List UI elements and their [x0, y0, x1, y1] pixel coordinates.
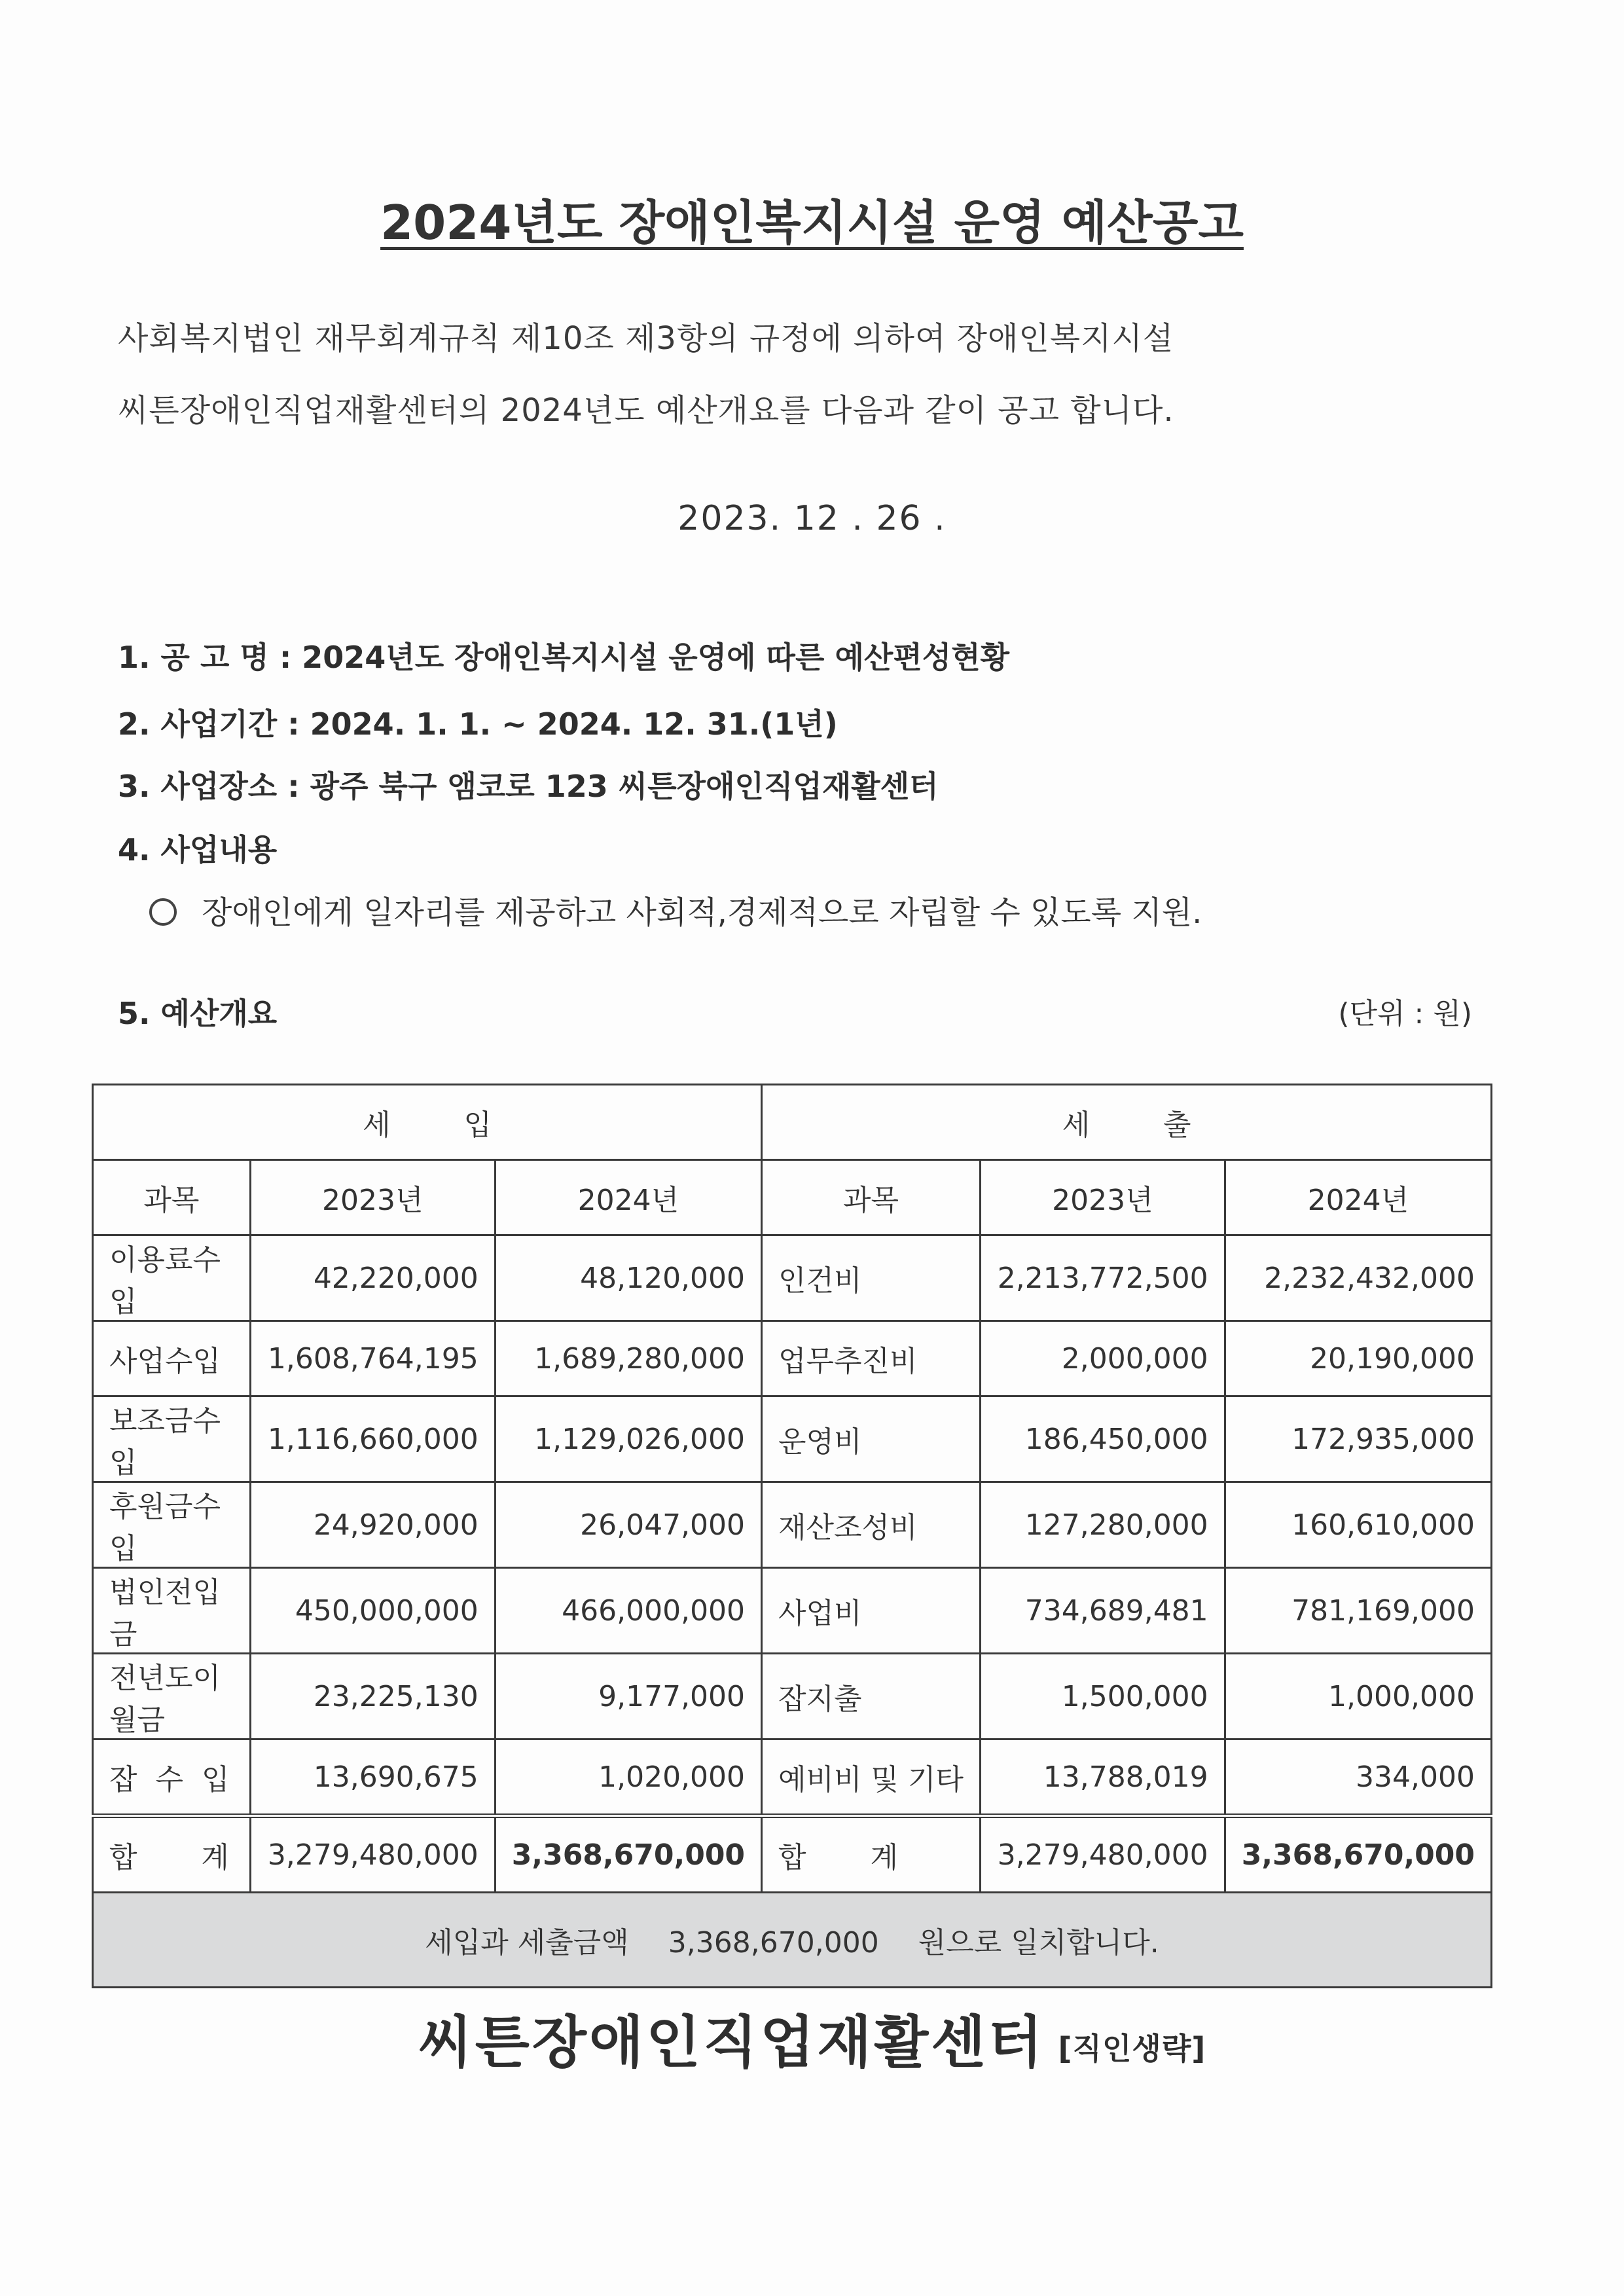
income-subject: 후원금수입	[93, 1482, 251, 1568]
expense-2023-header: 2023년	[981, 1160, 1225, 1235]
expense-subject: 사업비	[762, 1568, 981, 1654]
income-total-2024: 3,368,670,000	[495, 1816, 761, 1893]
expense-2024: 160,610,000	[1225, 1482, 1491, 1568]
expense-2024: 20,190,000	[1225, 1321, 1491, 1396]
seal-omitted-note: [직인생략]	[1058, 2031, 1206, 2066]
income-total-label: 합 계	[93, 1816, 251, 1893]
income-subject: 잡 수 입	[93, 1740, 251, 1816]
budget-table	[92, 1084, 1492, 1988]
expense-2023: 2,213,772,500	[981, 1235, 1225, 1321]
income-2024: 1,689,280,000	[495, 1321, 761, 1396]
income-subject-header: 과목	[93, 1160, 251, 1235]
intro-line-1: 사회복지법인 재무회계규칙 제10조 제3항의 규정에 의하여 장애인복지시설	[118, 320, 1174, 357]
table-header-row	[93, 1085, 1492, 1160]
income-2024: 1,129,026,000	[495, 1396, 761, 1482]
item-period: 2. 사업기간 : 2024. 1. 1. ~ 2024. 12. 31.(1년)	[118, 706, 838, 742]
expense-2024: 2,232,432,000	[1225, 1235, 1491, 1321]
unit-label: (단위 : 원)	[1338, 997, 1472, 1030]
income-2023-header: 2023년	[250, 1160, 495, 1235]
item-location: 3. 사업장소 : 광주 북구 앰코로 123 씨튼장애인직업재활센터	[118, 769, 939, 804]
income-2023: 23,225,130	[250, 1654, 495, 1740]
circle-bullet-icon	[149, 898, 177, 926]
expense-total-label: 합 계	[762, 1816, 981, 1893]
expense-2024-header: 2024년	[1225, 1160, 1491, 1235]
expense-2024: 172,935,000	[1225, 1396, 1491, 1482]
organization-name: 씨튼장애인직업재활센터	[418, 2010, 1045, 2075]
table-row	[93, 1235, 1492, 1321]
summary-amount: 3,368,670,000	[668, 1926, 879, 1959]
expense-2024: 334,000	[1225, 1740, 1491, 1816]
expense-subject: 운영비	[762, 1396, 981, 1482]
income-subject: 이용료수입	[93, 1235, 251, 1321]
table-summary-row	[93, 1893, 1492, 1988]
income-2024: 48,120,000	[495, 1235, 761, 1321]
expense-subject: 인건비	[762, 1235, 981, 1321]
expense-subject: 업무추진비	[762, 1321, 981, 1396]
table-row	[93, 1396, 1492, 1482]
expense-2024: 781,169,000	[1225, 1568, 1491, 1654]
table-total-row	[93, 1816, 1492, 1893]
income-subject: 전년도이월금	[93, 1654, 251, 1740]
content-bullet-text: 장애인에게 일자리를 제공하고 사회적,경제적으로 자립할 수 있도록 지원.	[202, 894, 1202, 931]
income-header: 세 입	[93, 1085, 762, 1160]
summary-suffix: 원으로 일치합니다.	[918, 1926, 1159, 1959]
income-2024: 466,000,000	[495, 1568, 761, 1654]
income-subject: 법인전입금	[93, 1568, 251, 1654]
table-row	[93, 1568, 1492, 1654]
expense-subject-header: 과목	[762, 1160, 981, 1235]
expense-total-2024: 3,368,670,000	[1225, 1816, 1491, 1893]
income-2023: 42,220,000	[250, 1235, 495, 1321]
item-notice-name: 1. 공 고 명 : 2024년도 장애인복지시설 운영에 따른 예산편성현황	[118, 640, 1010, 675]
income-2024-header: 2024년	[495, 1160, 761, 1235]
table-subheader-row	[93, 1160, 1492, 1235]
issuer-footer	[0, 1997, 1624, 2078]
income-2023: 24,920,000	[250, 1482, 495, 1568]
expense-header: 세 출	[762, 1085, 1492, 1160]
income-2024: 26,047,000	[495, 1482, 761, 1568]
income-subject: 사업수입	[93, 1321, 251, 1396]
income-2023: 1,608,764,195	[250, 1321, 495, 1396]
income-2023: 1,116,660,000	[250, 1396, 495, 1482]
expense-2023: 13,788,019	[981, 1740, 1225, 1816]
summary-prefix: 세입과 세출금액	[425, 1926, 629, 1959]
income-2024: 1,020,000	[495, 1740, 761, 1816]
notice-date: 2023. 12 . 26 .	[677, 499, 947, 538]
expense-2023: 1,500,000	[981, 1654, 1225, 1740]
expense-subject: 재산조성비	[762, 1482, 981, 1568]
expense-total-2023: 3,279,480,000	[981, 1816, 1225, 1893]
content-bullet	[149, 887, 1202, 932]
income-2023: 13,690,675	[250, 1740, 495, 1816]
item-content: 4. 사업내용	[118, 832, 278, 867]
expense-subject: 잡지출	[762, 1654, 981, 1740]
intro-line-2: 씨튼장애인직업재활센터의 2024년도 예산개요를 다음과 같이 공고 합니다.	[118, 392, 1174, 429]
table-row	[93, 1321, 1492, 1396]
title-text: 2024년도 장애인복지시설 운영 예산공고	[380, 195, 1244, 250]
expense-2023: 734,689,481	[981, 1568, 1225, 1654]
page-title	[0, 185, 1624, 253]
expense-2024: 1,000,000	[1225, 1654, 1491, 1740]
section-budget-title: 5. 예산개요	[118, 996, 278, 1031]
income-subject: 보조금수입	[93, 1396, 251, 1482]
income-total-2023: 3,279,480,000	[250, 1816, 495, 1893]
table-row	[93, 1740, 1492, 1816]
expense-2023: 2,000,000	[981, 1321, 1225, 1396]
income-2023: 450,000,000	[250, 1568, 495, 1654]
table-row	[93, 1654, 1492, 1740]
expense-subject: 예비비 및 기타	[762, 1740, 981, 1816]
table-row	[93, 1482, 1492, 1568]
income-2024: 9,177,000	[495, 1654, 761, 1740]
expense-2023: 127,280,000	[981, 1482, 1225, 1568]
expense-2023: 186,450,000	[981, 1396, 1225, 1482]
balance-summary	[93, 1893, 1492, 1988]
